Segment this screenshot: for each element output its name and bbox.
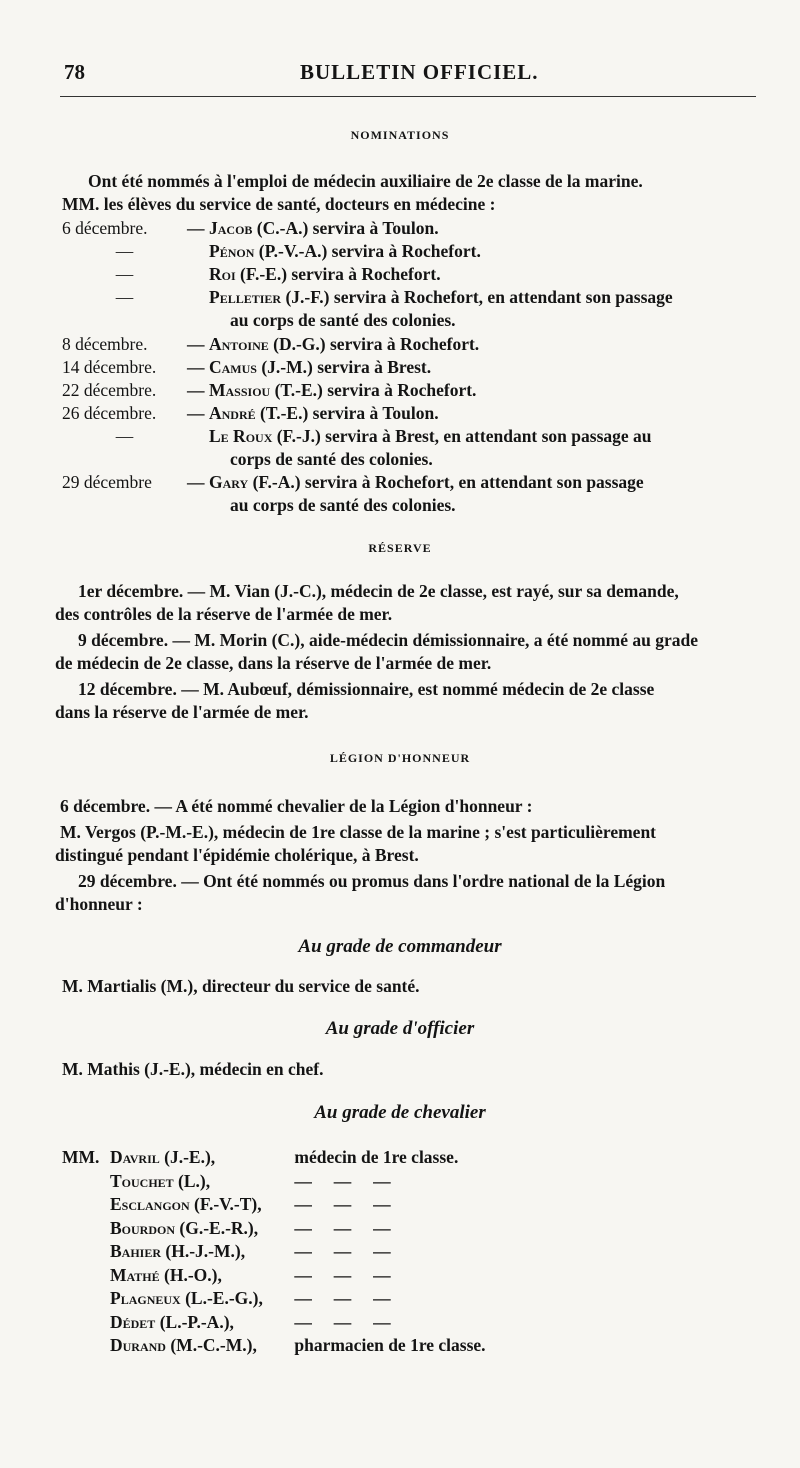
nomination-name: Jacob <box>209 218 257 238</box>
chevalier-rank: — — — <box>290 1311 391 1332</box>
officier-entry: M. Mathis (J.-E.), médecin en chef. <box>62 1059 324 1079</box>
nomination-detail: (J.-F.) servira à Rochefort, en attendant son passage <box>285 287 673 307</box>
reserve-paragraph-3-cont: dans la réserve de l'armée de mer. <box>55 702 309 722</box>
chevalier-entry <box>62 1264 391 1286</box>
nomination-date: — <box>115 241 134 261</box>
nomination-detail: (C.-A.) servira à Toulon. <box>256 218 439 238</box>
nomination-detail: (F.-E.) servira à Rochefort. <box>240 264 441 284</box>
chevalier-entry <box>62 1334 486 1356</box>
chevalier-entry <box>62 1240 391 1262</box>
chevalier-prefix: MM. <box>62 1147 100 1167</box>
nomination-detail: (F.-A.) servira à Rochefort, en attendant son passage <box>252 472 644 492</box>
nomination-name: Le Roux <box>209 426 277 446</box>
commandeur-heading: Au grade de commandeur <box>298 936 502 957</box>
nomination-entry <box>62 425 652 447</box>
nomination-entry <box>62 471 644 493</box>
chevalier-name: Bahier (H.-J.-M.), <box>110 1241 246 1261</box>
nomination-dash: — <box>187 380 205 400</box>
legion-paragraph-1: 6 décembre. — A été nommé chevalier de la Légion d'honneur : <box>60 796 533 816</box>
nomination-entry <box>62 333 479 355</box>
chevalier-name: Plagneux (L.-E.-G.), <box>110 1288 263 1308</box>
legion-paragraph-2: M. Vergos (P.-M.-E.), médecin de 1re classe de la marine ; s'est particulièrement <box>60 822 657 842</box>
nomination-detail: (P.-V.-A.) servira à Rochefort. <box>258 241 481 261</box>
nomination-entry <box>62 217 439 239</box>
nomination-date: 29 décembre <box>62 472 152 492</box>
nomination-detail: (T.-E.) servira à Toulon. <box>260 403 439 423</box>
nomination-detail: (D.-G.) servira à Rochefort. <box>273 334 480 354</box>
nomination-dash: — <box>187 357 205 377</box>
chevalier-name: Davril (J.-E.), <box>110 1147 216 1167</box>
nomination-name: Camus <box>209 357 262 377</box>
reserve-paragraph-1: 1er décembre. — M. Vian (J.-C.), médecin de 2e classe, est rayé, sur sa demande, <box>78 581 679 601</box>
nomination-name: Massiou <box>209 380 275 400</box>
chevalier-name: Touchet (L.), <box>110 1170 211 1191</box>
nomination-dash: — <box>187 334 205 354</box>
nomination-name: Pelletier <box>209 287 286 307</box>
nomination-entry <box>62 402 439 424</box>
chevalier-entry <box>62 1193 391 1215</box>
section-heading-nominations: NOMINATIONS <box>350 128 450 142</box>
chevalier-name: Durand (M.-C.-M.), <box>110 1335 257 1355</box>
nomination-date: 22 décembre. <box>62 380 157 400</box>
chevalier-rank: — — — <box>290 1264 391 1285</box>
nomination-dash: — <box>187 218 205 238</box>
legion-paragraph-2-cont: distingué pendant l'épidémie cholérique, à Brest. <box>55 845 419 865</box>
nomination-detail: (T.-E.) servira à Rochefort. <box>274 380 477 400</box>
chevalier-entry <box>62 1311 391 1333</box>
chevalier-rank: — — — <box>290 1170 391 1191</box>
nomination-continuation: au corps de santé des colonies. <box>230 495 456 515</box>
nomination-date: 8 décembre. <box>62 334 148 354</box>
chevalier-rank: médecin de 1re classe. <box>290 1147 459 1167</box>
chevalier-rank: pharmacien de 1re classe. <box>290 1335 486 1355</box>
nomination-entry <box>62 240 481 262</box>
nomination-name: Roi <box>209 264 241 284</box>
nomination-date: — <box>115 426 134 446</box>
chevalier-entry <box>62 1287 391 1309</box>
section-heading-legion: LÉGION D'HONNEUR <box>329 751 471 765</box>
nomination-date: 26 décembre. <box>62 403 157 423</box>
reserve-paragraph-2: 9 décembre. — M. Morin (C.), aide-médecin démissionnaire, a été nommé au grade <box>78 630 699 650</box>
chevalier-rank: — — — <box>290 1217 391 1238</box>
chevalier-name: Mathé (H.-O.), <box>110 1264 222 1285</box>
legion-paragraph-3: 29 décembre. — Ont été nommés ou promus dans l'ordre national de la Légion <box>78 871 666 891</box>
chevalier-rank: — — — <box>290 1241 391 1261</box>
nominations-intro-2: MM. les élèves du service de santé, docteurs en médecine : <box>62 194 496 214</box>
chevalier-heading: Au grade de chevalier <box>314 1102 486 1123</box>
legion-paragraph-3-cont: d'honneur : <box>55 894 143 914</box>
reserve-paragraph-1-cont: des contrôles de la réserve de l'armée de mer. <box>55 604 393 624</box>
chevalier-rank: — — — <box>290 1288 391 1308</box>
header-rule <box>60 96 756 97</box>
nomination-detail: (J.-M.) servira à Brest. <box>261 357 432 377</box>
chevalier-name: Esclangon (F.-V.-T), <box>110 1194 262 1214</box>
nomination-date: 6 décembre. <box>62 218 148 238</box>
nomination-date: 14 décembre. <box>62 357 157 377</box>
nomination-entry <box>62 379 476 401</box>
nomination-date: — <box>115 287 134 307</box>
nomination-entry <box>62 286 673 308</box>
nomination-name: Antoine <box>209 334 274 354</box>
chevalier-entry <box>62 1146 458 1168</box>
nomination-dash: — <box>187 472 205 492</box>
reserve-paragraph-3: 12 décembre. — M. Aubœuf, démissionnaire, est nommé médecin de 2e classe <box>78 679 655 699</box>
nomination-name: Gary <box>209 472 253 492</box>
chevalier-entry <box>62 1170 391 1192</box>
reserve-paragraph-2-cont: de médecin de 2e classe, dans la réserve de l'armée de mer. <box>55 653 492 673</box>
chevalier-name: Dédet (L.-P.-A.), <box>110 1311 234 1332</box>
chevalier-entry <box>62 1217 391 1239</box>
nomination-entry <box>62 263 441 285</box>
officier-heading: Au grade d'officier <box>325 1018 475 1039</box>
nomination-continuation: corps de santé des colonies. <box>230 449 433 469</box>
commandeur-entry: M. Martialis (M.), directeur du service de santé. <box>62 976 420 996</box>
bulletin-title: BULLETIN OFFICIEL. <box>300 60 539 84</box>
chevalier-rank: — — — <box>290 1194 391 1214</box>
nomination-detail: (F.-J.) servira à Brest, en attendant son passage au <box>276 426 652 446</box>
nominations-intro: Ont été nommés à l'emploi de médecin auxiliaire de 2e classe de la marine. <box>88 171 643 191</box>
nomination-name: André <box>209 403 261 423</box>
nomination-entry <box>62 356 431 378</box>
chevalier-name: Bourdon (G.-E.-R.), <box>110 1217 259 1238</box>
nomination-name: Pénon <box>209 241 259 261</box>
nomination-dash: — <box>187 403 205 423</box>
nomination-date: — <box>115 264 134 284</box>
page-number: 78 <box>64 60 85 84</box>
nomination-continuation: au corps de santé des colonies. <box>230 310 456 330</box>
section-heading-reserve: RÉSERVE <box>368 541 432 555</box>
